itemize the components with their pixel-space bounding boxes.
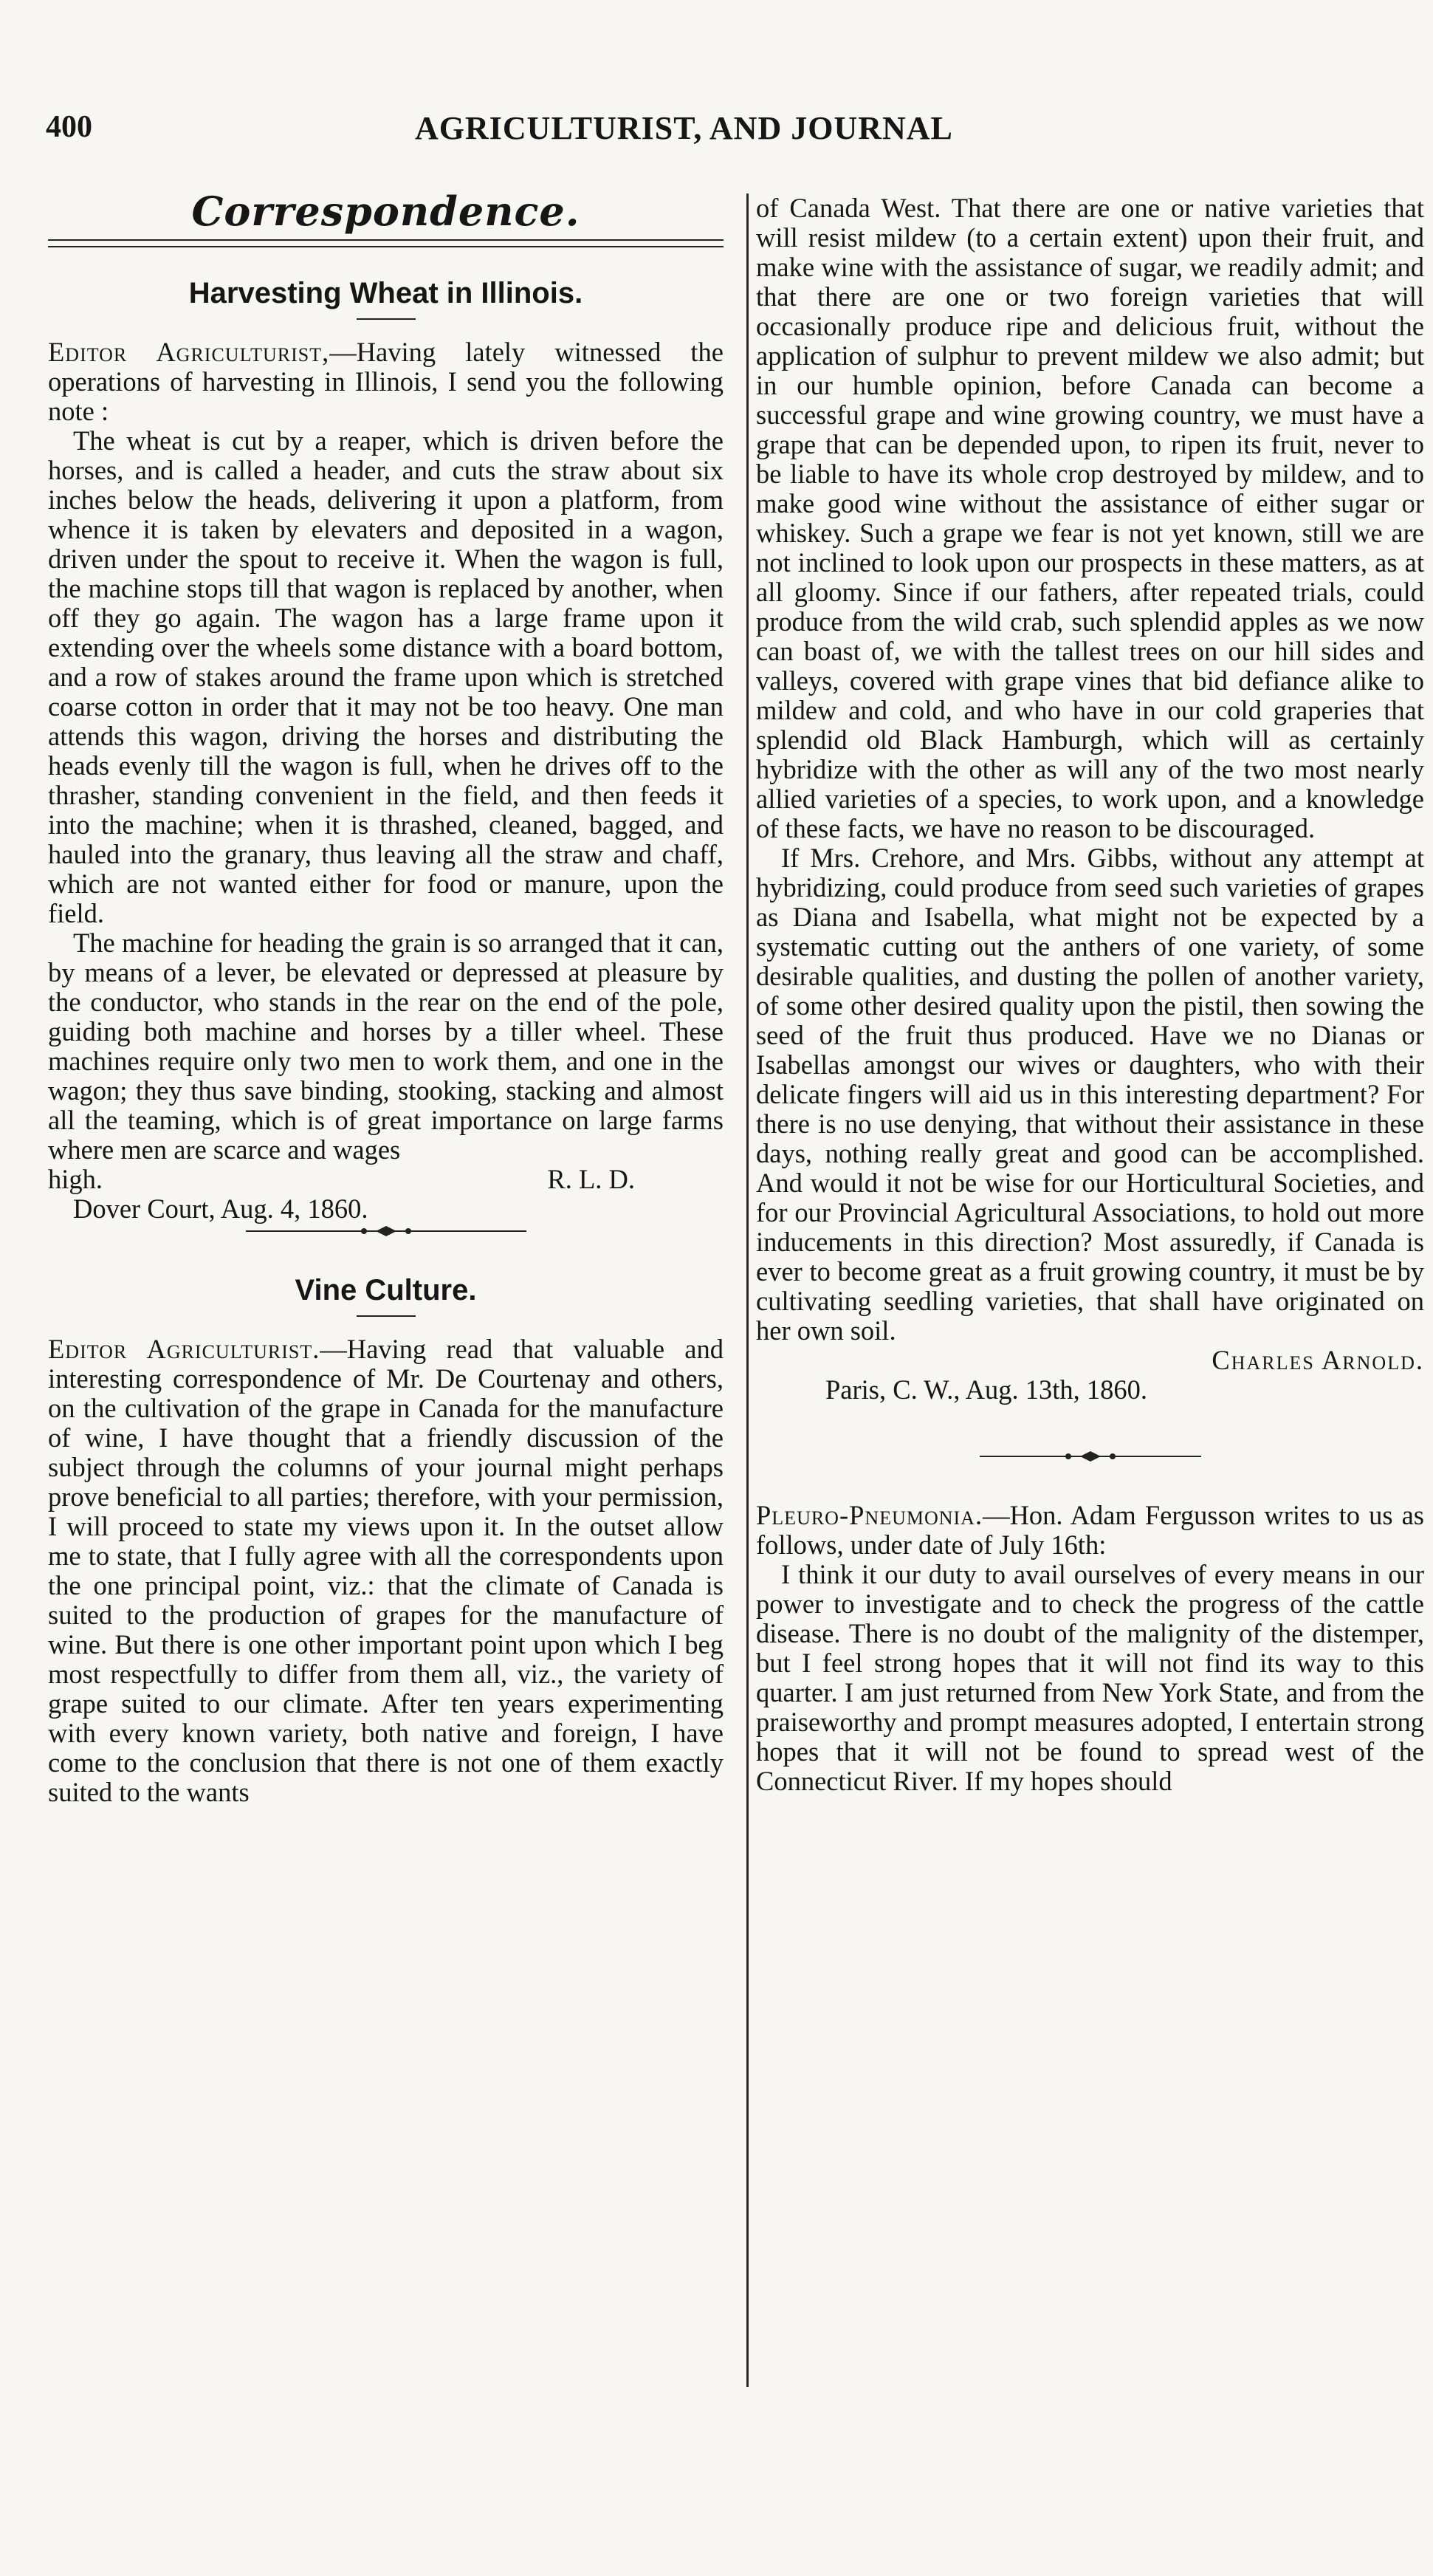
column-divider	[746, 193, 749, 2387]
vine-text: —Having read that valuable and interesting correspondence of Mr. De Courtenay and others, on the cultivation of the grape in Canada for the manufacture of wine, I have thought that a friendly discussion of the subject through the columns of your journal might perhaps prove beneficial to all parties; therefore, with your permission, I will proceed to state my views upon it. In the outset allow me to state, that I fully agree with all the correspondents upon the one principal point, viz.: that the climate of Canada is suited to the production of grapes for the manufacture of wine. But there is one other important point upon which I beg most respectfully to differ from them all, viz., the variety of grape suited to our climate. After ten years experimenting with every known variety, both native and foreign, I have come to the conclusion that there is not one of them exactly suited to the wants	[48, 1334, 724, 1807]
place-date: Paris, C. W., Aug. 13th, 1860.	[825, 1374, 1148, 1405]
opening-text: —Having lately witnessed the operations of harvesting in Illinois, I send you the following note :	[48, 337, 724, 426]
salutation: Editor Agriculturist.	[48, 1334, 320, 1364]
article3-intro: —Hon. Adam Fergusson writes to us as follows, under date of July 16th:	[756, 1500, 1424, 1560]
article1-paragraph-1: The wheat is cut by a reaper, which is driven before the horses, and is called a header, and cuts the straw about six inches below the heads, delivering it upon a platform, from whence it is taken by elevaters and deposited in a wagon, driven under the spout to receive it. When the wagon is full, the machine stops till that wagon is replaced by another, when off they go again. The wagon has a large frame upon it extending over the wheels some distance with a board bottom, and a row of stakes around the frame upon which is stretched coarse cotton in order that it may not be too heavy. One man attends this wagon, driving the horses and distributing the heads evenly till the wagon is full, when he drives off to the thrasher, standing convenient in the field, and then feeds it into the machine; when it is thrashed, cleaned, bagged, and hauled into the granary, thus leaving all the straw and chaff, which are not wanted either for food or manure, upon the field.	[48, 425, 724, 928]
article2-opening	[48, 1335, 724, 1807]
page-header	[46, 109, 1028, 161]
heading-rule	[48, 239, 724, 247]
running-title: AGRICULTURIST, AND JOURNAL	[415, 110, 953, 146]
article-title-harvesting: Harvesting Wheat in Illinois.	[188, 277, 583, 309]
right-column	[756, 193, 1424, 1796]
article3-lead: Pleuro-Pneumonia.	[756, 1500, 983, 1530]
title-rule	[357, 318, 416, 320]
salutation: Editor Agriculturist,	[48, 337, 330, 367]
ornament-divider	[980, 1449, 1201, 1464]
article3-paragraph: I think it our duty to avail ourselves of every means in our power to investigate and to check the progress of the cattle disease. There is no doubt of the malignity of the distemper, but I feel strong hopes that it will not find its way to this quarter. I am just returned from New York State, and from the praiseworthy and prompt measures adopted, I entertain strong hopes that it will not be found to spread west of the Connecticut River. If my hopes should	[756, 1559, 1424, 1796]
place-date: Dover Court, Aug. 4, 1860.	[73, 1193, 368, 1224]
article3-opening	[756, 1501, 1424, 1560]
signature-initials: R. L. D.	[547, 1164, 635, 1194]
signature-line	[48, 1165, 724, 1194]
left-column	[48, 188, 724, 1807]
title-rule	[357, 1315, 416, 1317]
article1-paragraph-2: The machine for heading the grain is so arranged that it can, by means of a lever, be elevated or depressed at pleasure by the conductor, who stands in the rear on the end of the pole, guiding both machine and horses by a tiller wheel. These machines require only two men to work them, and one in the wagon; they thus save binding, stooking, stacking and almost all the teaming, which is of great importance on large farms where men are scarce and wages	[48, 928, 724, 1165]
signature-name: Charles Arnold.	[1212, 1345, 1424, 1375]
vine-continued-1: of Canada West. That there are one or native varieties that will resist mildew (to a certain extent) upon their fruit, and make wine with the assistance of sugar, we readily admit; and that there are one or two foreign varieties that will occasionally produce ripe and delicious fruit, without the application of sulphur to prevent mildew we also admit; but in our humble opinion, before Canada can become a successful grape and wine growing country, we must have a grape that can be depended upon, to ripen its fruit, never to be liable to have its whole crop destroyed by mildew, and to make good wine without the assistance of either sugar or whiskey. Such a grape we fear is not yet known, still we are not inclined to look upon our prospects in these matters, as at all gloomy. Since if our fathers, after repeated trials, could produce from the wild crab, such splendid apples as we now can boast of, we with the tallest trees on our hill sides and valleys, covered with grape vines that bid defiance alike to mildew and cold, and who have in our cold graperies that splendid old Black Hamburgh, which will as certainly hybridize with the other as will any of the two most nearly allied varieties of a species, to work upon, and a knowledge of these facts, we have no reason to be discouraged.	[756, 193, 1424, 843]
ornament-divider	[246, 1224, 526, 1239]
article-title-vine: Vine Culture.	[295, 1274, 477, 1306]
page-number: 400	[46, 110, 92, 144]
vine-continued-2: If Mrs. Crehore, and Mrs. Gibbs, without any attempt at hybridizing, could produce from seed such varieties of grapes as Diana and Isabella, what might not be expected by a systematic cutting out the anthers of one variety, of some desirable qualities, and dusting the pollen of another variety, of some other desired quality upon the pistil, then sowing the seed of the fruit thus produced. Have we no Dianas or Isabellas amongst our wives or daughters, who with their delicate fingers will aid us in this interesting department? For there is no use denying, that without their assistance in these days, nothing really great and good can be accomplished. And would it not be wise for our Horticultural Societies, and for our Provincial Agricultural Associations, to hold out more inducements in this direction? Most assuredly, if Canada is ever to become great as a fruit growing country, it must be by cultivating seedling varieties, that shall have originated on her own soil.	[756, 843, 1424, 1346]
last-word: high.	[48, 1164, 103, 1194]
article1-opening	[48, 338, 724, 426]
section-heading: Correspondence.	[191, 188, 580, 235]
